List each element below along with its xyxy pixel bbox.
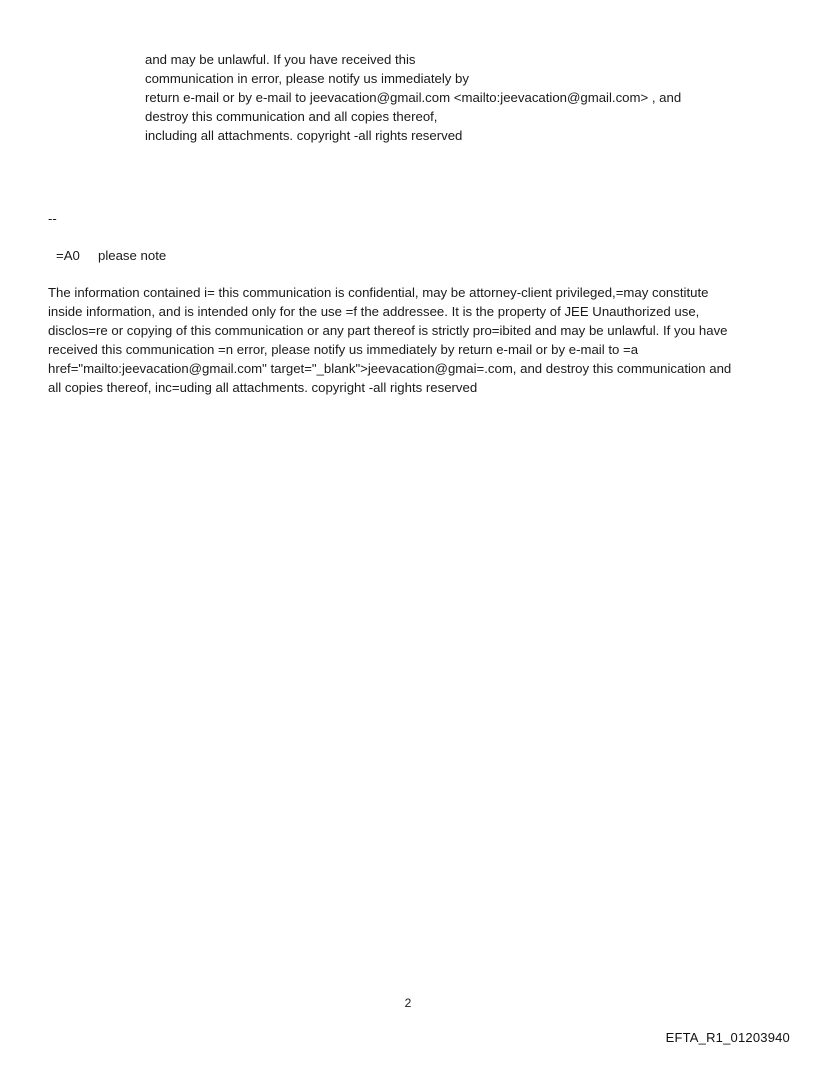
signature-separator: -- [48, 211, 57, 226]
quoted-disclaimer-line: and may be unlawful. If you have received this [145, 52, 416, 67]
note-text: please note [98, 248, 167, 263]
page-number: 2 [404, 996, 412, 1010]
quoted-disclaimer-line: communication in error, please notify us immediately by [145, 71, 469, 86]
disclaimer-line: inside information, and is intended only for the use =f the addressee. It is the property of JEE Unauthorized use, [48, 304, 700, 319]
note-tag: =A0 [56, 248, 80, 263]
disclaimer-line: all copies thereof, inc=uding all attachments. copyright -all rights reserved [48, 380, 478, 395]
document-id: EFTA_R1_01203940 [665, 1030, 790, 1045]
disclaimer-line: href="mailto:jeevacation@gmail.com" target="_blank">jeevacation@gmai=.com, and destroy this communication and [48, 361, 732, 376]
quoted-disclaimer-line: including all attachments. copyright -all rights reserved [145, 128, 463, 143]
quoted-disclaimer-line: destroy this communication and all copies thereof, [145, 109, 438, 124]
disclaimer-line: received this communication =n error, please notify us immediately by return e-mail or by e-mail to =a [48, 342, 639, 357]
disclaimer-line: disclos=re or copying of this communication or any part thereof is strictly pro=ibited and may be unlawful. If you have [48, 323, 728, 338]
confidentiality-disclaimer [48, 283, 778, 397]
disclaimer-line: The information contained i= this communication is confidential, may be attorney-client privileged,=may constitute [48, 285, 709, 300]
quoted-disclaimer-line: return e-mail or by e-mail to jeevacation@gmail.com <mailto:jeevacation@gmail.com> , and [145, 90, 682, 105]
note-line [56, 246, 166, 265]
quoted-disclaimer [145, 50, 785, 145]
